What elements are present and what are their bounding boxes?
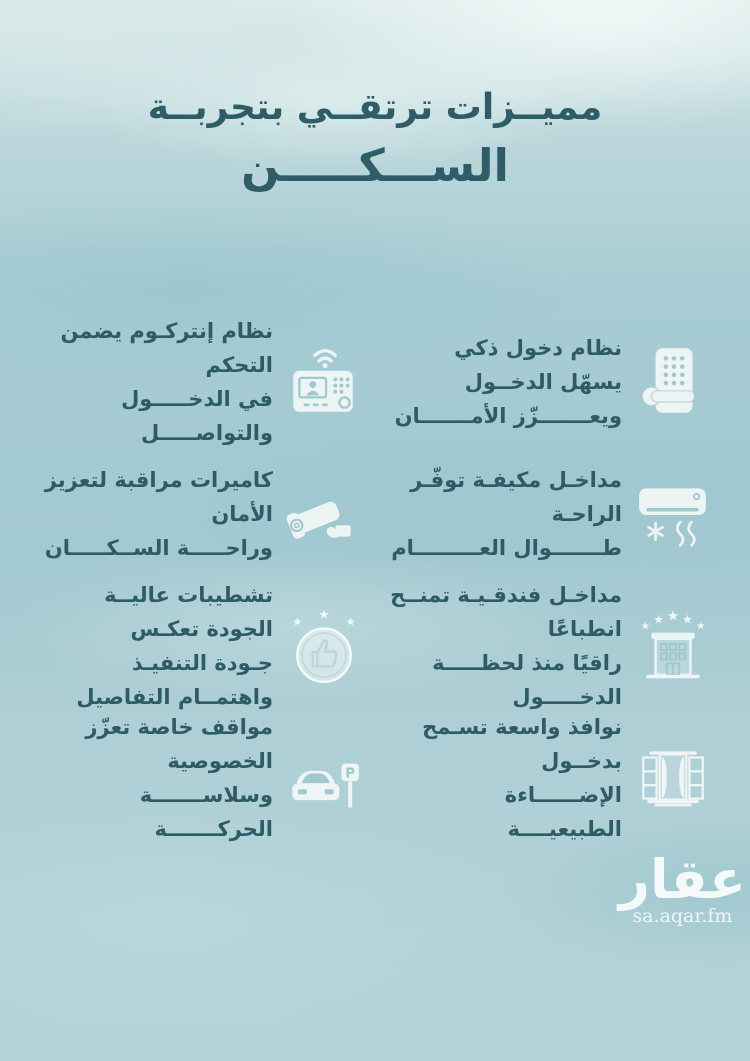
- intercom-icon: [285, 342, 363, 422]
- ac-unit-icon: [634, 474, 712, 554]
- feature-line-2: طـــــــوال العـــــــــام: [391, 536, 622, 560]
- hotel-icon: [634, 606, 712, 686]
- feature-hotel-entrance: [387, 583, 712, 709]
- svg-text:★: ★: [695, 619, 706, 633]
- feature-line-1: مداخـل فندقـيـة تمنــح انطباعًا: [390, 583, 622, 641]
- thumbs-up-icon: [285, 606, 363, 686]
- car-parking-icon: [285, 738, 363, 818]
- title-line-2: الســـكـــــن: [241, 138, 509, 192]
- aqar-logo-wordmark: عقار: [618, 848, 746, 911]
- feature-text: [387, 331, 622, 433]
- svg-text:★: ★: [292, 615, 303, 629]
- feature-line-2: راقيًا منذ لحظـــــة الدخـــــول: [432, 651, 622, 709]
- feature-text: [387, 463, 622, 565]
- page-title: [0, 84, 750, 192]
- feature-text: [387, 578, 622, 714]
- feature-wide-windows: [387, 715, 712, 841]
- feature-intercom: [38, 319, 363, 445]
- feature-line-1: نظام دخول ذكي يسهّل الدخــول: [454, 336, 622, 394]
- feature-text: [387, 710, 622, 846]
- feature-line-2: وراحـــــة الســكـــــان: [44, 536, 273, 560]
- aqar-logo: [619, 850, 746, 927]
- svg-text:★: ★: [681, 612, 693, 627]
- feature-line-1: نظام إنتركـوم يضمن التحكم: [60, 319, 273, 377]
- feature-air-conditioning: [387, 468, 712, 560]
- open-window-icon: [634, 738, 712, 818]
- smart-lock-icon: [634, 342, 712, 422]
- svg-text:P: P: [345, 766, 356, 782]
- feature-line-2: ويعـــــــزّز الأمـــــــان: [394, 404, 622, 428]
- aqar-logo-url: sa.aqar.fm: [632, 905, 733, 928]
- feature-quality-finishes: [38, 583, 363, 709]
- features-grid: [38, 319, 712, 841]
- svg-text:★: ★: [640, 619, 651, 633]
- feature-smart-entry: [387, 336, 712, 428]
- svg-text:★: ★: [345, 615, 356, 629]
- feature-line-1: مداخـل مكيفـة توفّـر الراحـة: [410, 468, 622, 526]
- feature-text: [38, 463, 273, 565]
- feature-cctv: [38, 468, 363, 560]
- feature-line-1: كاميرات مراقبة لتعزيز الأمان: [44, 468, 273, 526]
- feature-line-2: جـودة التنفيـذ واهتمــام التفاصيل: [76, 651, 273, 709]
- feature-line-2: الإضــــــاءة الطبيعيــــة: [504, 783, 622, 841]
- feature-text: [38, 578, 273, 714]
- feature-line-1: مواقف خاصة تعزّز الخصوصية: [85, 715, 273, 773]
- svg-text:★: ★: [653, 612, 665, 627]
- feature-private-parking: [38, 715, 363, 841]
- feature-line-1: نوافذ واسعة تسـمح بدخــول: [422, 715, 622, 773]
- feature-text: [38, 710, 273, 846]
- cctv-camera-icon: [285, 474, 363, 554]
- svg-text:★: ★: [666, 608, 680, 625]
- feature-text: [38, 314, 273, 450]
- title-line-1: مميــزات ترتقــي بتجربــة: [147, 87, 603, 128]
- feature-line-1: تشطيبات عاليــة الجودة تعكـس: [104, 583, 273, 641]
- svg-text:★: ★: [318, 607, 330, 622]
- feature-line-2: وسلاســـــــة الحركـــــــة: [139, 783, 273, 841]
- feature-line-2: في الدخـــــول والتواصـــــل: [121, 387, 273, 445]
